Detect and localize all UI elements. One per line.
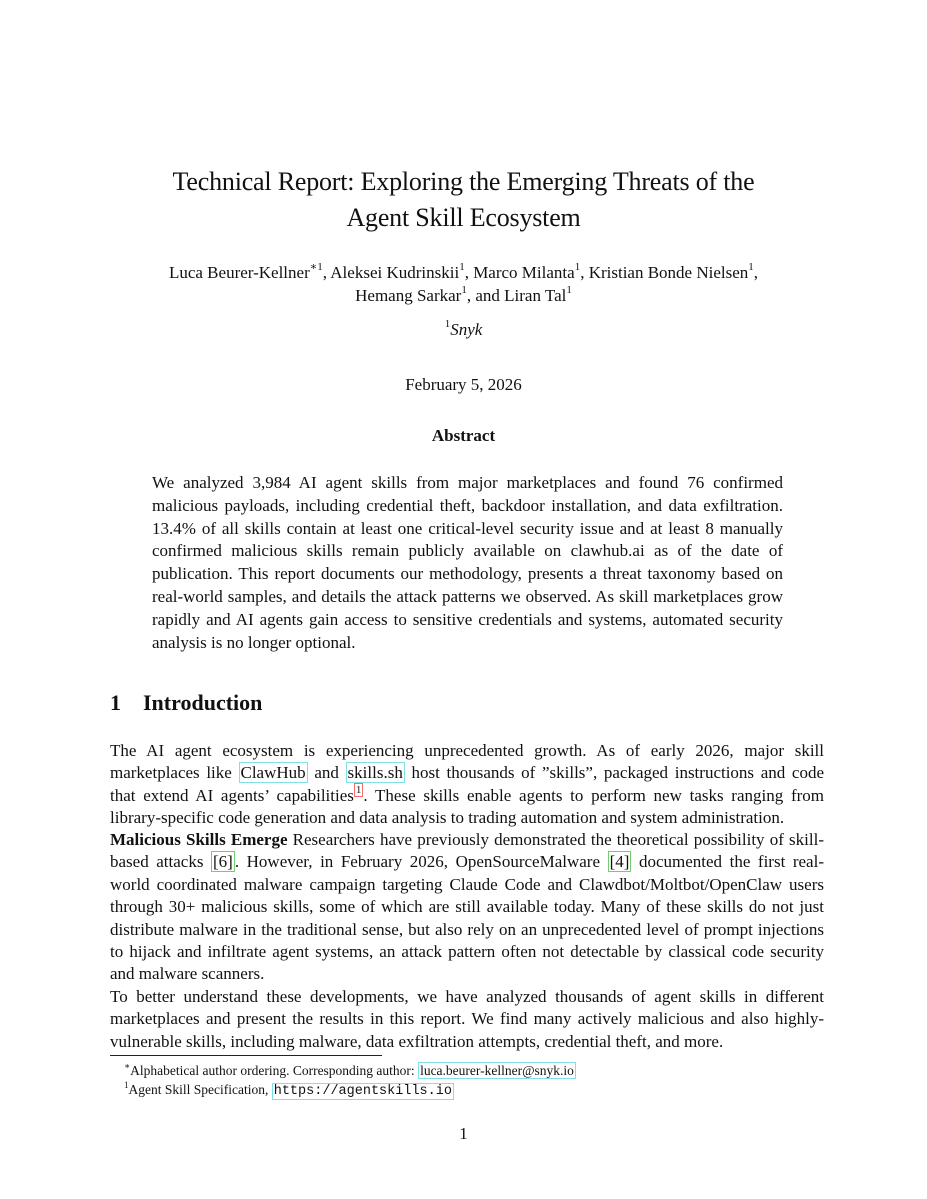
footnote-author-ordering	[110, 1061, 824, 1081]
paragraph-text: The AI agent ecosystem is experiencing unprecedented growth. As of early 2026, major skill marketplaces like	[110, 741, 824, 783]
paragraph-heading: Malicious Skills Emerge	[110, 830, 288, 849]
footnote-text: Alphabetical author ordering. Corresponding author:	[130, 1063, 419, 1078]
paragraph-text: . However, in February 2026, OpenSourceMalware	[234, 852, 608, 872]
intro-paragraph-2	[110, 829, 824, 986]
affiliation	[0, 318, 927, 342]
corresponding-author-email-link[interactable]: luca.beurer-kellner@snyk.io	[420, 1063, 574, 1078]
authors-line-2	[0, 284, 927, 307]
author-affiliation-mark: 1	[574, 261, 581, 274]
author-separator: , and	[466, 286, 505, 305]
author-affiliation-mark: ∗1	[309, 261, 323, 274]
citation-6-link[interactable]: [6]	[213, 852, 233, 872]
footnote-text: Agent Skill Specification,	[128, 1082, 272, 1097]
title-line-2: Agent Skill Ecosystem	[346, 203, 581, 232]
author-name: Marco Milanta	[473, 263, 575, 282]
author-name: Luca Beurer-Kellner	[168, 263, 310, 282]
footnote-skill-spec	[110, 1080, 824, 1102]
section-title: Introduction	[143, 690, 263, 715]
author-name: Hemang Sarkar	[355, 286, 462, 305]
author-name: Aleksei Kudrinskii	[330, 263, 460, 282]
footnote-mark: 1	[124, 1079, 129, 1090]
author-affiliation-mark: 1	[748, 261, 754, 274]
author-affiliation-mark: 1	[461, 284, 467, 297]
publication-date: February 5, 2026	[405, 375, 522, 394]
title-line-1: Technical Report: Exploring the Emerging Threats of the	[172, 167, 755, 196]
author-separator: ,	[464, 263, 474, 282]
footnote-1-ref[interactable]: 1	[355, 784, 362, 797]
paragraph-text: . These skills enable agents to perform new tasks ranging from library-specific code generation and data analysis to trading automation and system administration.	[110, 785, 824, 828]
affiliation-mark: 1	[444, 318, 451, 331]
section-heading	[110, 688, 262, 718]
author-name: Kristian Bonde Nielsen	[588, 263, 749, 282]
paragraph-text: host thousands of ”skills”, packaged instructions and code that extend AI agents’ capabilities	[110, 763, 825, 805]
paragraph-text: Researchers have previously demonstrated the theoretical possibility of skill-based attacks	[110, 830, 824, 872]
page-number: 1	[459, 1124, 468, 1143]
skills-sh-link[interactable]: skills.sh	[347, 763, 403, 783]
citation-4-link[interactable]: [4]	[609, 852, 630, 872]
author-separator: ,	[753, 263, 759, 282]
author-affiliation-mark: 1	[566, 284, 572, 297]
author-affiliation-mark: 1	[459, 261, 465, 274]
agentskills-url-link[interactable]: https://agentskills.io	[273, 1084, 452, 1099]
paragraph-text: documented the first real-world coordinated malware campaign targeting Claude Code and Clawdbot/Moltbot/OpenClaw users through 30+ malicious skills, some of which are still available today. Many of these skills do not just distribute malware in the traditional sense, but also rely on an unprecedented level of prompt injections to hijack and infiltrate agent systems, an attack pattern often not detectable by classical code security and malware scanners.	[110, 852, 824, 984]
paper-title	[0, 164, 927, 236]
footnote-mark: ∗	[124, 1060, 131, 1071]
author-separator: ,	[322, 263, 331, 282]
author-name: Liran Tal	[504, 286, 567, 305]
abstract-text: We analyzed 3,984 AI agent skills from major marketplaces and found 76 confirmed malicious payloads, including credential theft, backdoor installation, and data exfiltration. 13.4% of all skills contain at least one critical-level security issue and at least 8 manually confirmed malicious skills remain publicly available on clawhub.ai as of the date of publication. This report documents our methodology, presents a threat taxonomy based on real-world samples, and details the attack patterns we observed. As skill marketplaces grow rapidly and AI agents gain access to sensitive credentials and systems, automated security analysis is no longer optional.	[152, 473, 783, 652]
clawhub-link[interactable]: ClawHub	[240, 763, 306, 783]
intro-paragraph-3: To better understand these developments, we have analyzed thousands of agent skills in different marketplaces and present the results in this report. We find many actively malicious and also highly-vulnerable skills, including malware, data exfiltration attempts, credential theft, and more.	[110, 987, 824, 1051]
paragraph-text: and	[307, 763, 346, 783]
footnote-divider	[110, 1055, 382, 1056]
affiliation-name: Snyk	[450, 320, 483, 339]
intro-paragraph-1	[110, 740, 824, 830]
section-number: 1	[110, 690, 121, 715]
author-separator: ,	[580, 263, 589, 282]
abstract-heading: Abstract	[431, 426, 496, 445]
author-list	[0, 261, 927, 307]
authors-line-1	[0, 261, 927, 284]
